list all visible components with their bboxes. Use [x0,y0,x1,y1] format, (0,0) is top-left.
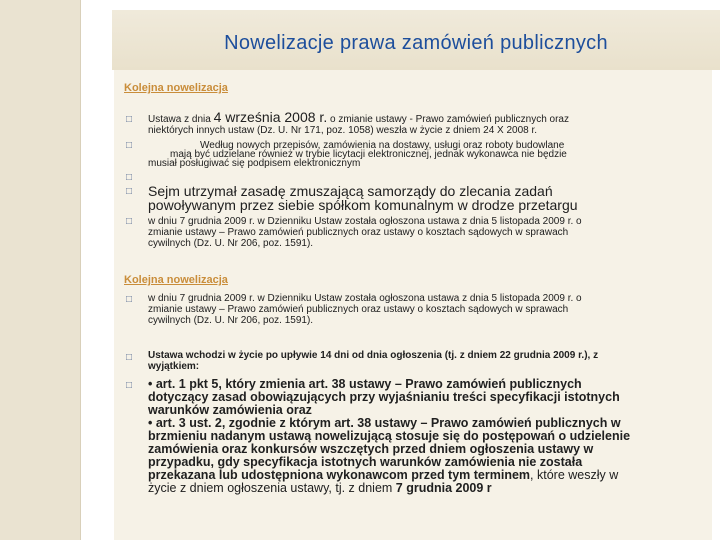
bullet-icon: □ [126,294,133,305]
s1-b4-line2: zmianie ustawy – Prawo zamówień publicznych oraz ustawy o kosztach sądowych w sprawach [148,227,569,238]
s2-b2-line2: wyjątkiem: [148,361,200,372]
bullet-icon: □ [126,380,133,391]
s2-b1-line2: zmianie ustawy – Prawo zamówień publicznych oraz ustawy o kosztach sądowych w sprawach [148,304,569,315]
bullet-icon: □ [126,352,133,363]
s1-b2-line3: musiał posługiwać się podpisem elektronicznym [148,158,361,169]
s1-b2-line1: Według nowych przepisów, zamówienia na dostawy, usługi oraz roboty budowlane [200,140,565,151]
s2-b3-line5: brzmieniu nadanym ustawą nowelizującą stosuje się do postępowań o udzielenie [148,429,631,443]
left-decorative-strip [0,0,81,540]
s2-b3-line9: życie z dniem ogłoszenia ustawy, tj. z dniem 7 grudnia 2009 r [148,481,492,495]
s1-b2-line2: mają być udzielane również w trybie licytacji elektronicznej, jednak wykonawca nie będzie [170,149,567,160]
s2-b1-line1: w dniu 7 grudnia 2009 r. w Dzienniku Ustaw została ogłoszona ustawa z dnia 5 listopada 2009 r. o [148,293,582,304]
s2-b3-line1: • art. 1 pkt 5, który zmienia art. 38 ustawy – Prawo zamówień publicznych [148,377,582,391]
s2-b2-line1: Ustawa wchodzi w życie po upływie 14 dni od dnia ogłoszenia (tj. z dniem 22 grudnia 2009 r.), z [148,350,599,361]
s1-b1-line1: Ustawa z dnia 4 września 2008 r. o zmianie ustawy - Prawo zamówień publicznych oraz [148,109,569,125]
bullet-icon: □ [126,140,133,151]
bullet-icon: □ [126,216,133,227]
s1-b1-date: 4 września 2008 r. [213,109,328,125]
bullet-icon: □ [126,186,133,197]
s2-b3-line6: zamówienia oraz konkursów wszczętych przed dniem ogłoszenia ustawy w [148,442,594,456]
bullet-icon: □ [126,114,133,125]
bullet-icon: □ [126,172,133,183]
s1-b1-line2: niektórych innych ustaw (Dz. U. Nr 171, poz. 1058) weszła w życie z dniem 24 X 2008 r. [148,125,538,136]
section-heading-2: Kolejna nowelizacja [124,274,228,286]
s1-b4-line1: w dniu 7 grudnia 2009 r. w Dzienniku Ustaw została ogłoszona ustawa z dnia 5 listopada 2009 r. o [148,216,582,227]
s1-b3-line1: Sejm utrzymał zasadę zmuszającą samorządy do zlecania zadań [148,183,553,199]
s1-b3-line2: powoływanym przez siebie spółkom komunalnym w drodze przetargu [148,197,578,213]
s2-b3-line3: warunków zamówienia oraz [148,403,312,417]
s2-b3-line2: dotyczący zasad obowiązujących przy wyjaśnianiu treści specyfikacji istotnych [148,390,620,404]
slide-title: Nowelizacje prawa zamówień publicznych [224,32,608,54]
s2-b1-line3: cywilnych (Dz. U. Nr 206, poz. 1591). [148,315,314,326]
s2-b3-line4: • art. 3 ust. 2, zgodnie z którym art. 38 ustawy – Prawo zamówień publicznych w [148,416,621,430]
s1-b4-line3: cywilnych (Dz. U. Nr 206, poz. 1591). [148,238,314,249]
s2-b3-line7: przypadku, gdy specyfikacja istotnych warunków zamówienia nie została [148,455,583,469]
section-heading-1: Kolejna nowelizacja [124,82,228,94]
s2-b3-line8: przekazana lub udostępniona wykonawcom przed tym terminem, które weszły w [148,468,619,482]
